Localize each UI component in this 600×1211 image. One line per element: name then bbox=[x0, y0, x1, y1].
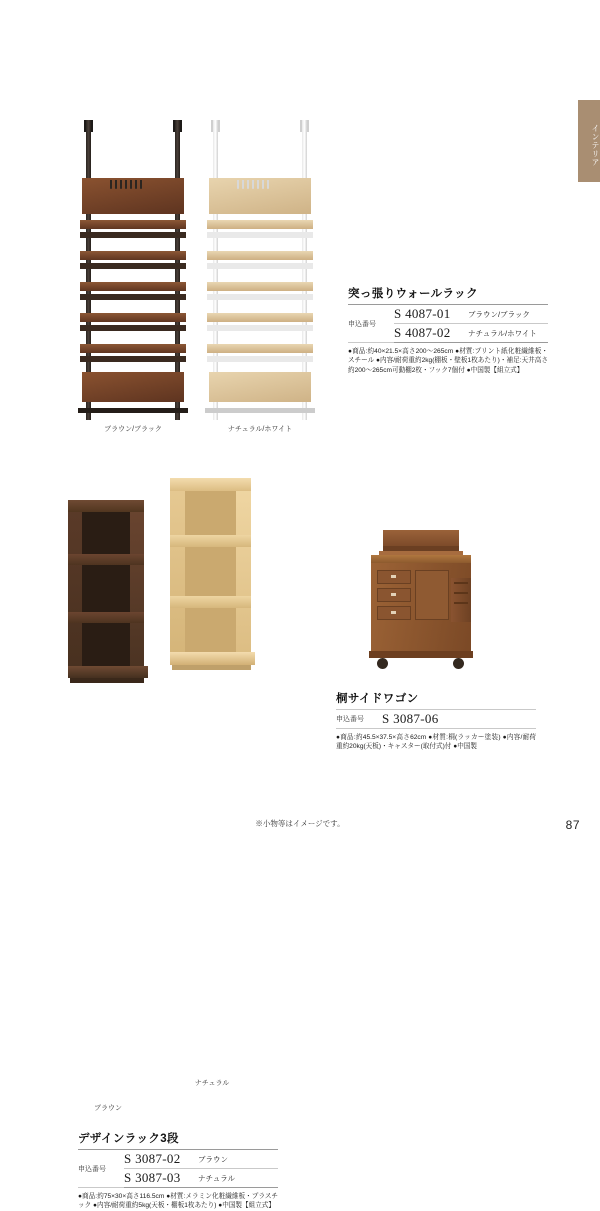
variant-name bbox=[456, 710, 536, 729]
product-block-side-wagon bbox=[330, 520, 570, 751]
order-code: S 3087-02 bbox=[124, 1150, 198, 1169]
product-spec-side-wagon: ●商品:約45.5×37.5×高さ62cm ●材質:桐(ラッカー塗装) ●内容/耐荷重約20kg(天板)・キャスター(取付式)付 ●中国製 bbox=[336, 734, 536, 751]
order-code: S 3087-03 bbox=[124, 1169, 198, 1188]
order-code-header: 申込番号 bbox=[336, 710, 382, 729]
product-spec-wall-rack: ●商品:約40×21.5×高さ200～265cm ●材質:プリント紙化粧繊維板・スチール ●内容/耐荷重約2kg(棚板・壁板1枚あたり)・補足:天井高さ約200～265cm可動棚2枚・フック7個付 ●中国製【組立式】 bbox=[348, 348, 548, 374]
product-image-wall-rack-brown bbox=[78, 120, 188, 420]
product-info-design-rack bbox=[78, 1130, 278, 1211]
image-caption-design-rack-brown: ブラウン bbox=[94, 1105, 122, 1112]
order-code-header: 申込番号 bbox=[348, 305, 394, 343]
variant-name: ナチュラル/ホワイト bbox=[468, 324, 548, 343]
table-row bbox=[348, 305, 548, 324]
image-caption-design-rack-natural: ナチュラル bbox=[194, 1080, 230, 1087]
order-code-table-design-rack bbox=[78, 1149, 278, 1188]
product-spec-design-rack: ●商品:約75×30×高さ116.5cm ●材質:メラミン化粧繊維板・プラスチック ●内容/耐荷重約5kg(天板・棚板1枚あたり) ●中国製【組立式】 bbox=[78, 1193, 278, 1210]
product-info-side-wagon bbox=[336, 690, 536, 752]
product-title-side-wagon: 桐サイドワゴン bbox=[336, 693, 419, 705]
image-caption-wall-rack-natural: ナチュラル/ホワイト bbox=[227, 426, 293, 433]
image-caption-wall-rack-brown: ブラウン/ブラック bbox=[104, 426, 162, 433]
order-code-header: 申込番号 bbox=[78, 1150, 124, 1188]
product-title-design-rack: デザインラック3段 bbox=[78, 1133, 179, 1145]
table-row bbox=[336, 710, 536, 729]
section-tab-interior: インテリア bbox=[578, 100, 600, 182]
order-code: S 4087-01 bbox=[394, 305, 468, 324]
page-footnote: ※小物等はイメージです。 bbox=[255, 819, 345, 828]
product-image-wall-rack-natural bbox=[205, 120, 315, 420]
product-block-wall-rack bbox=[0, 0, 600, 440]
order-code: S 4087-02 bbox=[394, 324, 468, 343]
product-image-design-rack-natural bbox=[170, 478, 290, 668]
product-image-side-wagon bbox=[355, 530, 485, 675]
order-code-table-wall-rack bbox=[348, 304, 548, 343]
variant-name: ブラウン bbox=[198, 1150, 278, 1169]
order-code: S 3087-06 bbox=[382, 710, 456, 729]
product-title-wall-rack: 突っ張りウォールラック bbox=[348, 288, 478, 300]
page-number: 87 bbox=[565, 818, 580, 832]
order-code-table-side-wagon bbox=[336, 709, 536, 729]
variant-name: ナチュラル bbox=[198, 1169, 278, 1188]
product-info-wall-rack bbox=[348, 285, 548, 375]
variant-name: ブラウン/ブラック bbox=[468, 305, 548, 324]
table-row bbox=[78, 1150, 278, 1169]
